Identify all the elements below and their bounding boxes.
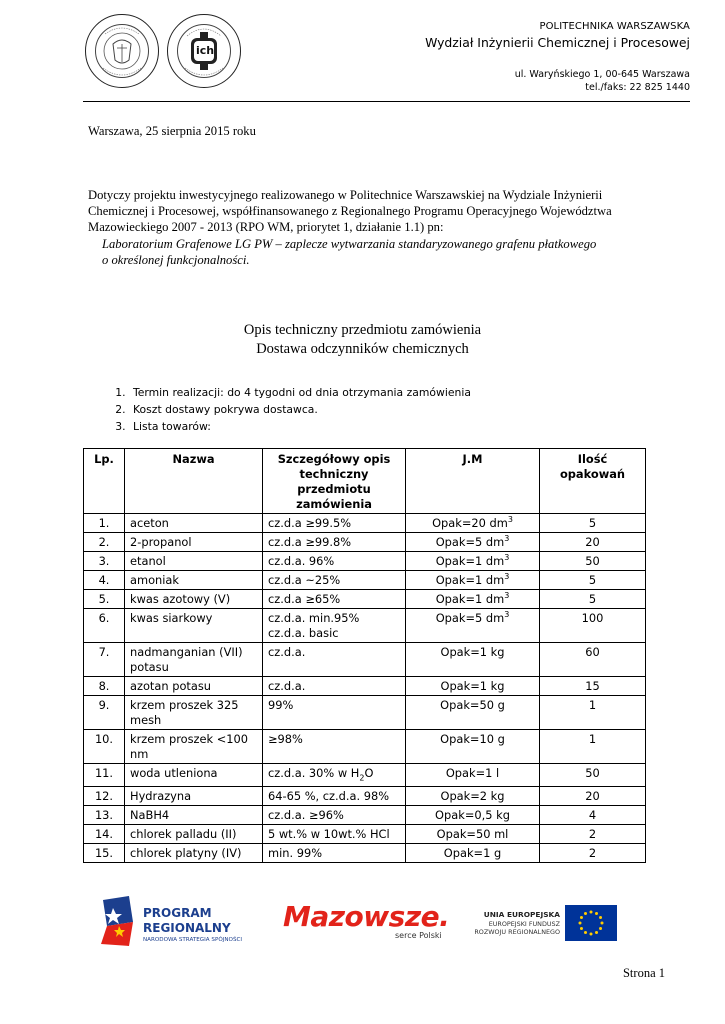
table-row (84, 643, 646, 677)
faculty-logo-text: ich (195, 44, 215, 57)
table-row (84, 696, 646, 730)
cell-name: NaBH4 (125, 806, 263, 825)
cell-lp: 5. (84, 590, 125, 609)
header-spec-line: techniczny przedmiotu (297, 467, 371, 496)
date-line: Warszawa, 25 sierpnia 2015 roku (88, 124, 256, 138)
cell-qty: 2 (540, 825, 646, 844)
cell-name: Hydrazyna (125, 787, 263, 806)
cell-lp: 7. (84, 643, 125, 677)
project-name-line: Laboratorium Grafenowe LG PW – zaplecze wytwarzania standaryzowanego grafenu płatkowego (102, 236, 597, 251)
regionalny-label: REGIONALNY (143, 921, 231, 935)
cell-jm (406, 844, 540, 863)
spec-text: cz.d.a. (268, 645, 306, 659)
unit-text: Opak=5 dm (435, 535, 505, 549)
cell-name: 2-propanol (125, 533, 263, 552)
cell-spec (263, 609, 406, 643)
spec-text: ≥98% (268, 732, 303, 746)
cell-lp: 6. (84, 609, 125, 643)
cell-qty: 50 (540, 552, 646, 571)
header-qty-line: opakowań (559, 467, 626, 481)
cell-lp: 13. (84, 806, 125, 825)
phone-line: tel./faks: 22 825 1440 (585, 82, 690, 93)
page-number: Strona 1 (622, 966, 665, 980)
cell-spec (263, 571, 406, 590)
cell-lp: 2. (84, 533, 125, 552)
header-qty-line: Ilość (577, 452, 608, 466)
cell-qty: 15 (540, 677, 646, 696)
cell-jm (406, 514, 540, 533)
program-regionalny-logo (99, 896, 269, 948)
eu-fund-label: EUROPEJSKI FUNDUSZ (488, 920, 560, 928)
cell-qty: 4 (540, 806, 646, 825)
unit-superscript: 3 (504, 534, 510, 544)
cell-lp: 8. (84, 677, 125, 696)
cell-lp: 12. (84, 787, 125, 806)
table-header-row (84, 449, 646, 514)
spec-text: 99% (268, 698, 294, 712)
cell-lp: 11. (84, 764, 125, 787)
cell-name: woda utleniona (125, 764, 263, 787)
cell-spec (263, 787, 406, 806)
table-row (84, 609, 646, 643)
address-line: ul. Waryńskiego 1, 00-645 Warszawa (514, 69, 690, 80)
table-row (84, 730, 646, 764)
cell-jm (406, 764, 540, 787)
cell-lp: 4. (84, 571, 125, 590)
intro-line: Mazowieckiego 2007 - 2013 (RPO WM, priorytet 1, działanie 1.1) pn: (88, 220, 444, 235)
cell-name: krzem proszek 325 mesh (125, 696, 263, 730)
university-seal-logo (85, 14, 159, 88)
list-item: 1. Termin realizacji: do 4 tygodni od dnia otrzymania zamówienia (129, 384, 471, 401)
unit-text: Opak=1 dm (435, 554, 505, 568)
cell-name: kwas siarkowy (125, 609, 263, 643)
eu-flag-icon (565, 905, 617, 941)
project-name-line: o określonej funkcjonalności. (102, 252, 250, 267)
university-name: POLITECHNIKA WARSZAWSKA (539, 21, 690, 32)
unit-text: Opak=0,5 kg (435, 808, 510, 823)
header-jm: J.M (406, 449, 540, 514)
cell-qty: 1 (540, 696, 646, 730)
cell-spec (263, 696, 406, 730)
cell-lp: 3. (84, 552, 125, 571)
cell-name: kwas azotowy (V) (125, 590, 263, 609)
unit-text: Opak=1 kg (440, 645, 505, 659)
header-lp: Lp. (84, 449, 125, 514)
spec-text: cz.d.a. 96% (268, 554, 335, 568)
cell-spec (263, 730, 406, 764)
cell-lp: 1. (84, 514, 125, 533)
table-row (84, 552, 646, 571)
spec-text: O (364, 766, 374, 780)
header-spec-line: zamówienia (296, 497, 372, 511)
table-row (84, 677, 646, 696)
unit-text: Opak=2 kg (440, 789, 505, 804)
program-label: PROGRAM (143, 906, 212, 920)
cell-name: azotan potasu (125, 677, 263, 696)
cell-qty: 1 (540, 730, 646, 764)
table-row (84, 571, 646, 590)
spec-text: cz.d.a ≥99.5% (268, 516, 352, 530)
table-row (84, 825, 646, 844)
cell-qty: 2 (540, 844, 646, 863)
table-row (84, 533, 646, 552)
mazowsze-logo (283, 900, 453, 944)
table-row (84, 787, 646, 806)
cell-qty: 50 (540, 764, 646, 787)
unit-text: Opak=1 l (445, 766, 500, 780)
cell-spec (263, 514, 406, 533)
strategy-label: NARODOWA STRATEGIA SPÓJNOŚCI (143, 937, 243, 943)
spec-text: cz.d.a. min.95% cz.d.a. basic (268, 611, 360, 640)
mazowsze-tagline: serce Polski (395, 931, 442, 940)
cell-qty: 100 (540, 609, 646, 643)
cell-qty: 60 (540, 643, 646, 677)
unit-superscript: 3 (507, 515, 513, 525)
eu-logo (474, 903, 620, 943)
document-subtitle: Dostawa odczynników chemicznych (256, 341, 469, 357)
cell-lp: 15. (84, 844, 125, 863)
spec-text: cz.d.a. (268, 679, 306, 693)
spec-text: cz.d.a ≥65% (268, 592, 341, 606)
unit-text: Opak=5 dm (435, 611, 505, 625)
cell-qty: 5 (540, 571, 646, 590)
header-name: Nazwa (125, 449, 263, 514)
cell-jm (406, 571, 540, 590)
unit-text: Opak=1 g (443, 846, 502, 861)
header-spec (263, 449, 406, 514)
cell-jm (406, 609, 540, 643)
cell-spec (263, 533, 406, 552)
cell-name: etanol (125, 552, 263, 571)
header-divider (83, 101, 690, 102)
goods-table (83, 448, 646, 863)
cell-lp: 9. (84, 696, 125, 730)
cell-spec (263, 844, 406, 863)
eu-fund-label: ROZWOJU REGIONALNEGO (474, 928, 560, 936)
unit-superscript: 3 (504, 610, 510, 620)
list-item: 2. Koszt dostawy pokrywa dostawca. (129, 401, 471, 418)
unit-text: Opak=10 g (440, 732, 505, 746)
intro-paragraph (88, 187, 648, 268)
cell-name: aceton (125, 514, 263, 533)
spec-text: 5 wt.% w 10wt.% HCl (268, 827, 390, 842)
spec-text: min. 99% (268, 846, 323, 861)
cell-name: nadmanganian (VII) potasu (125, 643, 263, 677)
cell-jm (406, 677, 540, 696)
spec-text: 64-65 %, cz.d.a. 98% (268, 789, 390, 804)
mazowsze-wordmark: Mazowsze. (283, 900, 450, 933)
table-row (84, 806, 646, 825)
header-qty (540, 449, 646, 514)
faculty-logo (167, 14, 241, 88)
intro-line: Dotyczy projektu inwestycyjnego realizowanego w Politechnice Warszawskiej na Wydziale Inżynierii (88, 188, 603, 202)
cell-lp: 10. (84, 730, 125, 764)
unit-text: Opak=1 dm (435, 573, 505, 587)
eu-label: UNIA EUROPEJSKA (483, 910, 560, 919)
table-row (84, 844, 646, 863)
spec-text: cz.d.a. 30% w H (268, 766, 360, 780)
cell-spec (263, 764, 406, 787)
cell-qty: 20 (540, 787, 646, 806)
cell-name: chlorek palladu (II) (125, 825, 263, 844)
table-row (84, 764, 646, 787)
unit-text: Opak=1 dm (435, 592, 505, 606)
cell-jm (406, 787, 540, 806)
cell-jm (406, 552, 540, 571)
cell-name: chlorek platyny (IV) (125, 844, 263, 863)
cell-jm (406, 730, 540, 764)
cell-spec (263, 552, 406, 571)
unit-superscript: 3 (504, 572, 510, 582)
cell-spec (263, 677, 406, 696)
cell-name: amoniak (125, 571, 263, 590)
intro-line: Chemicznej i Procesowej, współfinansowanego z Regionalnego Programu Operacyjnego Województwa (88, 204, 612, 219)
cell-jm (406, 643, 540, 677)
cell-jm (406, 825, 540, 844)
unit-text: Opak=1 kg (440, 679, 505, 693)
spec-text: cz.d.a ≥99.8% (268, 535, 352, 549)
unit-text: Opak=50 ml (436, 827, 509, 842)
spec-subscript: 2 (359, 773, 365, 783)
cell-qty: 5 (540, 590, 646, 609)
spec-text: cz.d.a ~25% (268, 573, 341, 587)
cell-spec (263, 643, 406, 677)
unit-superscript: 3 (504, 591, 510, 601)
table-row (84, 590, 646, 609)
cell-jm (406, 590, 540, 609)
cell-jm (406, 696, 540, 730)
faculty-name: Wydział Inżynierii Chemicznej i Procesowej (425, 35, 690, 50)
cell-spec (263, 590, 406, 609)
document-title: Opis techniczny przedmiotu zamówienia (243, 322, 482, 338)
table-row (84, 514, 646, 533)
cell-qty: 20 (540, 533, 646, 552)
cell-spec (263, 825, 406, 844)
unit-superscript: 3 (504, 553, 510, 563)
unit-text: Opak=20 dm (432, 516, 508, 530)
cell-qty: 5 (540, 514, 646, 533)
cell-jm (406, 533, 540, 552)
header-spec-line: Szczegółowy opis (277, 452, 391, 466)
list-item: 3. Lista towarów: (129, 418, 471, 435)
spec-text: cz.d.a. ≥96% (268, 808, 344, 823)
cell-lp: 14. (84, 825, 125, 844)
cell-jm (406, 806, 540, 825)
unit-text: Opak=50 g (440, 698, 505, 712)
cell-spec (263, 806, 406, 825)
conditions-list (111, 384, 471, 435)
cell-name: krzem proszek <100 nm (125, 730, 263, 764)
